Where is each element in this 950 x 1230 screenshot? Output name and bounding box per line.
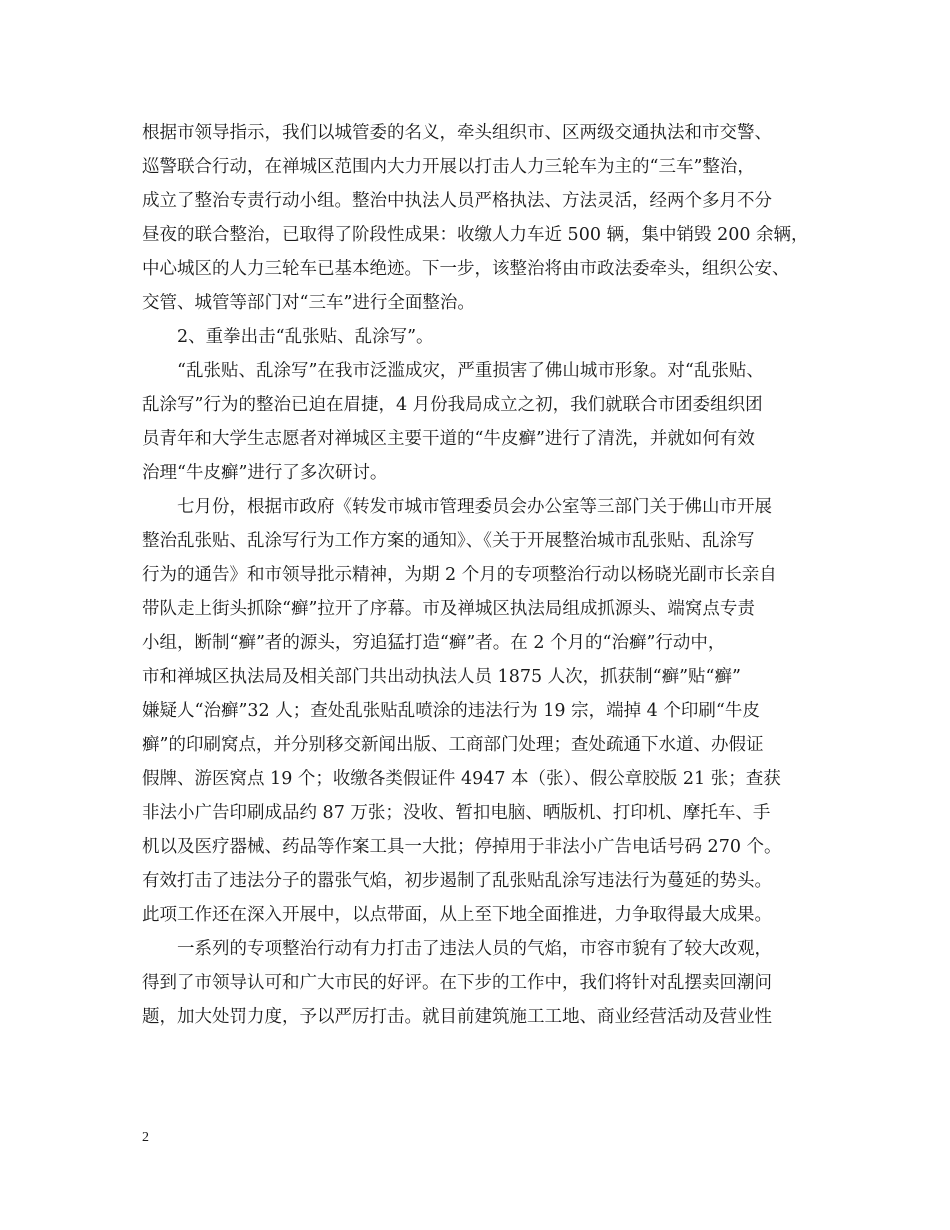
text-line: 癣”的印刷窝点，并分别移交新闻出版、工商部门处理；查处疏通下水道、办假证: [142, 735, 764, 755]
text-line: 机以及医疗器械、药品等作案工具一大批；停掉用于非法小广告电话号码 270 个。: [142, 837, 782, 857]
text-line: 根据市领导指示，我们以城管委的名义，牵头组织市、区两级交通执法和市交警、: [142, 123, 772, 143]
text-line: 乱涂写”行为的整治已迫在眉捷，4 月份我局成立之初，我们就联合市团委组织团: [142, 395, 763, 415]
text-line: 成立了整治专责行动小组。整治中执法人员严格执法、方法灵活，经两个多月不分: [142, 191, 772, 211]
text-line: 非法小广告印刷成品约 87 万张；没收、暂扣电脑、晒版机、打印机、摩托车、手: [142, 803, 771, 823]
text-line: 得到了市领导认可和广大市民的好评。在下步的工作中，我们将针对乱摆卖回潮问: [142, 973, 772, 993]
text-line: 巡警联合行动，在禅城区范围内大力开展以打击人力三轮车为主的“三车”整治，: [142, 157, 755, 177]
text-line: 2、重拳出击“乱张贴、乱涂写”。: [177, 327, 434, 347]
text-line: 中心城区的人力三轮车已基本绝迹。下一步，该整治将由市政法委牵头，组织公安、: [142, 259, 790, 279]
text-line: 有效打击了违法分子的嚣张气焰，初步遏制了乱张贴乱涂写违法行为蔓延的势头。: [142, 871, 772, 891]
text-line: 昼夜的联合整治，已取得了阶段性成果：收缴人力车近 500 辆，集中销毁 200 余辆，: [142, 225, 809, 245]
text-line: 此项工作还在深入开展中，以点带面，从上至下地全面推进，力争取得最大成果。: [142, 905, 772, 925]
text-line: 带队走上街头抓除“癣”拉开了序幕。市及禅城区执法局组成抓源头、端窝点专责: [142, 599, 755, 619]
text-line: 小组，断制“癣”者的源头，穷追猛打造“癣”者。在 2 个月的“治癣”行动中，: [142, 633, 726, 653]
page-number: 2: [142, 1130, 149, 1145]
text-line: 整治乱张贴、乱涂写行为工作方案的通知》、《关于开展整治城市乱张贴、乱涂写: [142, 531, 755, 551]
text-line: 假牌、游医窝点 19 个；收缴各类假证件 4947 本（张）、假公章胶版 21 张；查获: [142, 769, 781, 789]
text-line: 治理“牛皮癣”进行了多次研讨。: [142, 463, 388, 483]
text-line: 嫌疑人“治癣”32 人；查处乱张贴乱喷涂的违法行为 19 宗，端掉 4 个印刷“牛皮: [142, 701, 760, 721]
text-line: 交管、城管等部门对“三车”进行全面整治。: [142, 293, 475, 313]
text-line: “乱张贴、乱涂写”在我市泛滥成灾，严重损害了佛山城市形象。对“乱张贴、: [177, 361, 764, 381]
body-text: [142, 116, 822, 1034]
text-line: 七月份，根据市政府《转发市城市管理委员会办公室等三部门关于佛山市开展: [177, 497, 772, 517]
text-line: 题，加大处罚力度，予以严厉打击。就目前建筑施工工地、商业经营活动及营业性: [142, 1007, 772, 1027]
text-line: 员青年和大学生志愿者对禅城区主要干道的“牛皮癣”进行了清洗，并就如何有效: [142, 429, 755, 449]
text-line: 行为的通告》和市领导批示精神，为期 2 个月的专项整治行动以杨晓光副市长亲自: [142, 565, 777, 585]
text-line: 一系列的专项整治行动有力打击了违法人员的气焰，市容市貌有了较大改观，: [177, 939, 772, 959]
text-line: 市和禅城区执法局及相关部门共出动执法人员 1875 人次，抓获制“癣”贴“癣”: [142, 667, 741, 687]
